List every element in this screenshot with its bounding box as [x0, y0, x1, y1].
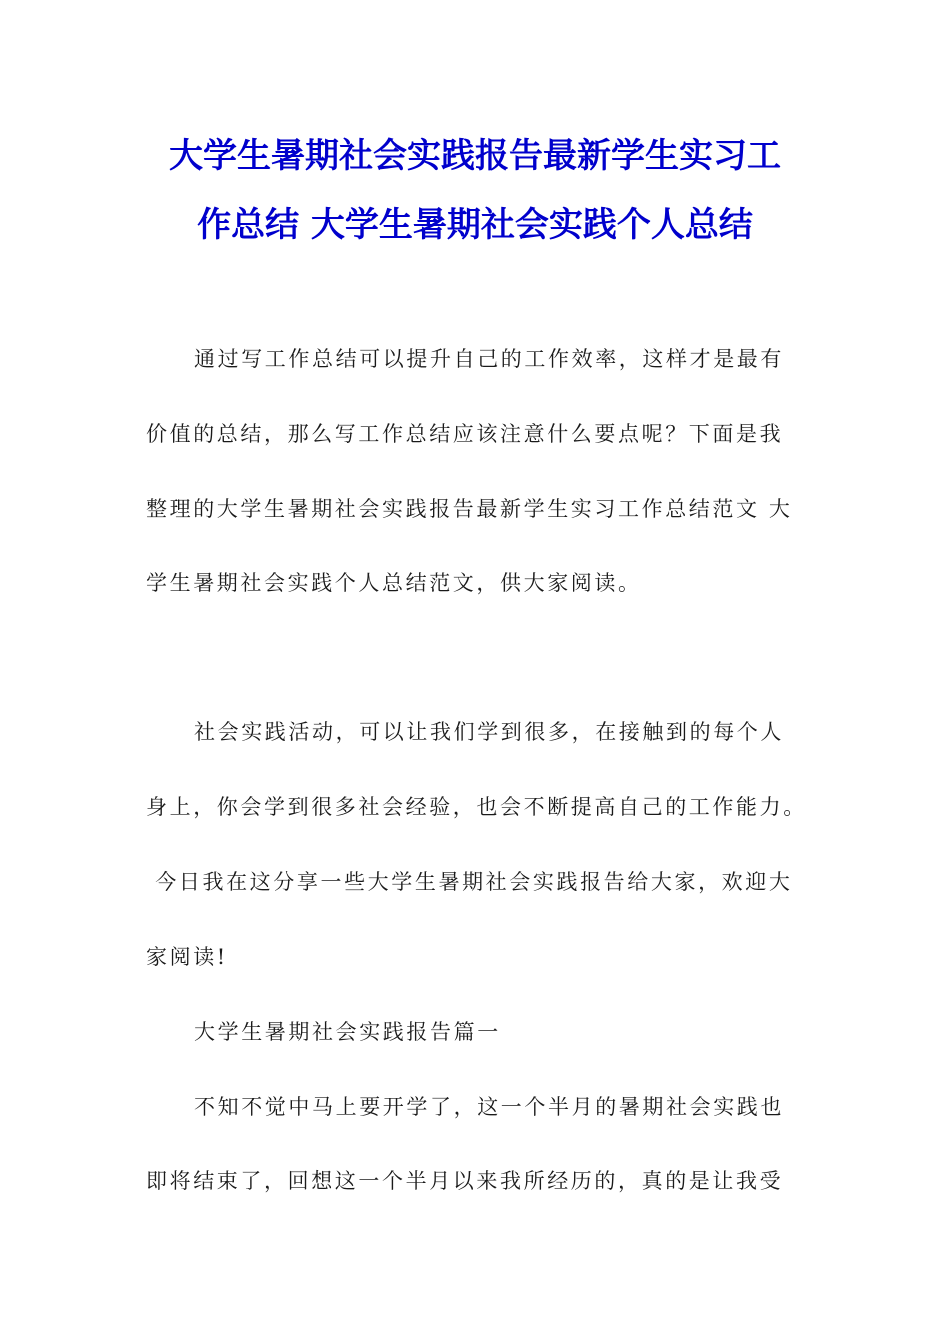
paragraph-2-line-2: 身上，你会学到很多社会经验，也会不断提高自己的工作能力。 [146, 795, 807, 819]
paragraph-1-line-4: 学生暑期社会实践个人总结范文，供大家阅读。 [146, 571, 642, 595]
paragraph-3-line-2: 即将结束了，回想这一个半月以来我所经历的，真的是让我受 [146, 1169, 784, 1193]
paragraph-1-line-3: 整理的大学生暑期社会实践报告最新学生实习工作总结范文 大 [146, 497, 793, 521]
paragraph-1-line-1: 通过写工作总结可以提升自己的工作效率，这样才是最有 [194, 347, 784, 371]
document-title-line-1: 大学生暑期社会实践报告最新学生实习工 [169, 136, 781, 176]
paragraph-1-line-2: 价值的总结，那么写工作总结应该注意什么要点呢？下面是我 [146, 422, 784, 446]
paragraph-2-line-3: 今日我在这分享一些大学生暑期社会实践报告给大家，欢迎大 [146, 870, 793, 894]
paragraph-2-line-4: 家阅读! [146, 945, 228, 969]
paragraph-3-line-1: 不知不觉中马上要开学了，这一个半月的暑期社会实践也 [194, 1095, 784, 1119]
document-title-line-2: 作总结 大学生暑期社会实践个人总结 [197, 205, 753, 245]
section-heading: 大学生暑期社会实践报告篇一 [194, 1020, 501, 1044]
paragraph-2-line-1: 社会实践活动，可以让我们学到很多，在接触到的每个人 [194, 720, 784, 744]
